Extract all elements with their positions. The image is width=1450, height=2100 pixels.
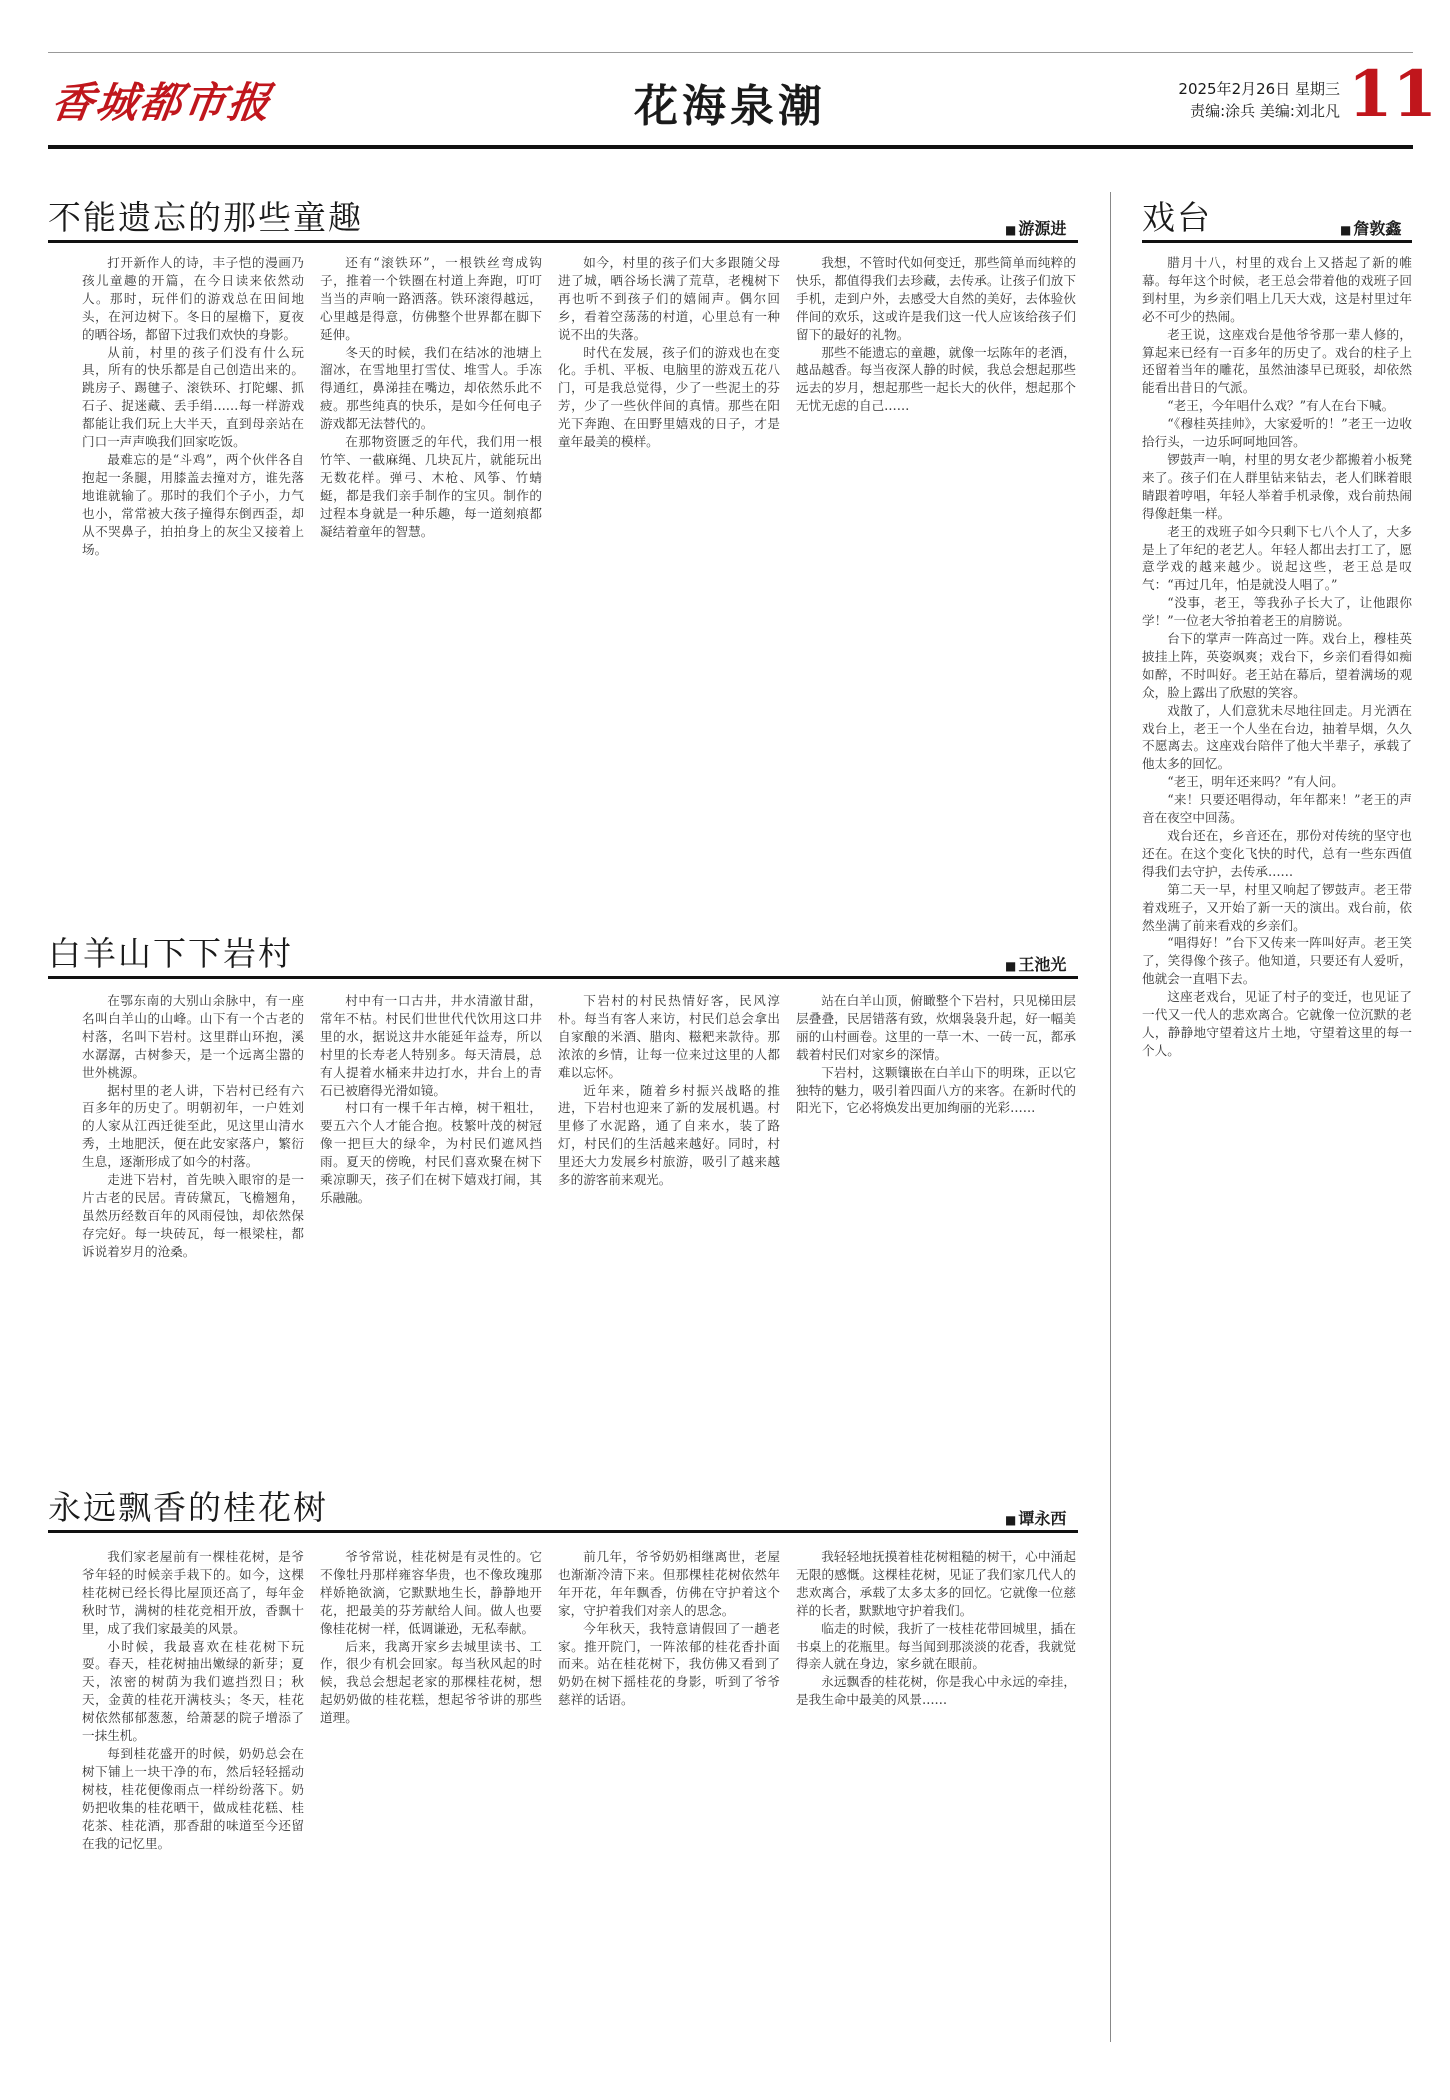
article-column <box>320 254 542 874</box>
paragraph: 打开新作人的诗，丰子恺的漫画乃孩儿童趣的开篇，在今日读来依然动人。那时，玩伴们的游戏总在田间地头，在河边树下。冬日的屋檐下，夏夜的晒谷场，都留下过我们欢快的身影。 <box>82 255 304 342</box>
paragraph: 村中有一口古井，井水清澈甘甜，常年不枯。村民们世世代代饮用这口井里的水，据说这井水能延年益寿，所以村里的长寿老人特别多。每天清晨，总有人提着水桶来井边打水，井台上的青石已被磨得光滑如镜。 <box>320 993 542 1098</box>
article-column <box>796 992 1076 1392</box>
article-column <box>320 992 542 1392</box>
paragraph: 戏台还在，乡音还在，那份对传统的坚守也还在。在这个变化飞快的时代，总有一些东西值得我们去守护，去传承…… <box>1142 828 1412 879</box>
article-title: 白羊山下下岩村 <box>48 934 293 973</box>
paragraph: 还有“滚铁环”，一根铁丝弯成钩子，推着一个铁圈在村道上奔跑，叮叮当当的声响一路洒落。铁环滚得越远，心里越是得意，仿佛整个世界都在脚下延伸。 <box>320 255 542 342</box>
paragraph: 临走的时候，我折了一枝桂花带回城里，插在书桌上的花瓶里。每当闻到那淡淡的花香，我就觉得亲人就在身边，家乡就在眼前。 <box>796 1620 1076 1672</box>
paragraph: 我想，不管时代如何变迁，那些简单而纯粹的快乐，都值得我们去珍藏，去传承。让孩子们放下手机，走到户外，去感受大自然的美好，去体验伙伴间的欢乐，这或许是我们这一代人应该给孩子们留下的最好的礼物。 <box>796 255 1076 342</box>
paragraph: 戏散了，人们意犹未尽地往回走。月光洒在戏台上，老王一个人坐在台边，抽着旱烟，久久不愿离去。这座戏台陪伴了他大半辈子，承载了他太多的回忆。 <box>1142 702 1412 772</box>
paragraph: 锣鼓声一响，村里的男女老少都搬着小板凳来了。孩子们在人群里钻来钻去，老人们眯着眼睛跟着哼唱，年轻人举着手机录像，戏台前热闹得像赶集一样。 <box>1142 451 1412 521</box>
paragraph: 我轻轻地抚摸着桂花树粗糙的树干，心中涌起无限的感慨。这棵桂花树，见证了我们家几代人的悲欢离合，承载了太多太多的回忆。它就像一位慈祥的长者，默默地守护着我们。 <box>796 1549 1076 1618</box>
top-hairline <box>48 52 1413 53</box>
article-byline: ■ 王池光 <box>1005 952 1066 975</box>
paragraph: “《穆桂英挂帅》，大家爱听的！”老王一边收拾行头，一边乐呵呵地回答。 <box>1142 416 1412 450</box>
newspaper-logo: 香城都市报 <box>48 78 276 127</box>
paragraph: 村口有一棵千年古樟，树干粗壮，要五六个人才能合抱。枝繁叶茂的树冠像一把巨大的绿伞，为村民们遮风挡雨。夏天的傍晚，村民们喜欢聚在树下乘凉聊天，孩子们在树下嬉戏打闹，其乐融融。 <box>320 1100 542 1205</box>
paragraph: 第二天一早，村里又响起了锣鼓声。老王带着戏班子，又开始了新一天的演出。戏台前，依然坐满了前来看戏的乡亲们。 <box>1142 881 1412 933</box>
issue-meta <box>1150 78 1340 122</box>
paragraph: 那些不能遗忘的童趣，就像一坛陈年的老酒，越品越香。每当夜深人静的时候，我总会想起那些远去的岁月，想起那些一起长大的伙伴，想起那个无忧无虑的自己…… <box>796 344 1076 414</box>
article-byline: ■ 谭永西 <box>1005 1506 1066 1529</box>
article-column <box>1142 254 1412 2044</box>
paragraph: “没事，老王，等我孙子长大了，让他跟你学！”一位老大爷拍着老王的肩膀说。 <box>1142 595 1412 629</box>
paragraph: 腊月十八，村里的戏台上又搭起了新的帷幕。每年这个时候，老王总会带着他的戏班子回到村里，为乡亲们唱上几天大戏，这是村里过年必不可少的热闹。 <box>1142 255 1412 324</box>
article-column <box>558 1548 780 2044</box>
article-rule <box>48 1530 1078 1533</box>
paragraph: 下岩村，这颗镶嵌在白羊山下的明珠，正以它独特的魅力，吸引着四面八方的来客。在新时代的阳光下，它必将焕发出更加绚丽的光彩…… <box>796 1064 1076 1116</box>
article-column <box>796 254 1076 874</box>
article-byline: ■ 游源进 <box>1005 216 1066 239</box>
paragraph: 最难忘的是“斗鸡”，两个伙伴各自抱起一条腿，用膝盖去撞对方，谁先落地谁就输了。那时的我们个子小，力气也小，常常被大孩子撞得东倒西歪，却从不哭鼻子，拍拍身上的灰尘又接着上场。 <box>82 451 304 557</box>
paragraph: 台下的掌声一阵高过一阵。戏台上，穆桂英披挂上阵，英姿飒爽；戏台下，乡亲们看得如痴如醉，不时叫好。老王站在幕后，望着满场的观众，脸上露出了欣慰的笑容。 <box>1142 631 1412 700</box>
paragraph: 在鄂东南的大别山余脉中，有一座名叫白羊山的山峰。山下有一个古老的村落，名叫下岩村。这里群山环抱，溪水潺潺，古树参天，是一个远离尘嚣的世外桃源。 <box>82 993 304 1080</box>
paragraph: “老王，今年唱什么戏？”有人在台下喊。 <box>1167 398 1395 414</box>
article-title: 永远飘香的桂花树 <box>48 1488 328 1527</box>
paragraph: 站在白羊山顶，俯瞰整个下岩村，只见梯田层层叠叠，民居错落有致，炊烟袅袅升起，好一幅美丽的山村画卷。这里的一草一木、一砖一瓦，都承载着村民们对家乡的深情。 <box>796 993 1076 1062</box>
article-column <box>558 992 780 1392</box>
article-title: 戏台 <box>1142 198 1212 237</box>
column-divider <box>1110 192 1111 2042</box>
article-column <box>558 254 780 874</box>
paragraph: 今年秋天，我特意请假回了一趟老家。推开院门，一阵浓郁的桂花香扑面而来。站在桂花树下，我仿佛又看到了奶奶在树下摇桂花的身影，听到了爷爷慈祥的话语。 <box>558 1620 780 1708</box>
paragraph: 爷爷常说，桂花树是有灵性的。它不像牡丹那样雍容华贵，也不像玫瑰那样娇艳欲滴，它默默地生长，静静地开花，把最美的芬芳献给人间。做人也要像桂花树一样，低调谦逊，无私奉献。 <box>320 1549 542 1636</box>
article-column <box>82 992 304 1392</box>
paragraph: 永远飘香的桂花树，你是我心中永远的牵挂，是我生命中最美的风景…… <box>796 1674 1076 1708</box>
paragraph: 前几年，爷爷奶奶相继离世，老屋也渐渐冷清下来。但那棵桂花树依然年年开花，年年飘香，仿佛在守护着这个家，守护着我们对亲人的思念。 <box>558 1549 780 1618</box>
paragraph: 据村里的老人讲，下岩村已经有六百多年的历史了。明朝初年，一户姓刘的人家从江西迁徙至此，见这里山清水秀，土地肥沃，便在此安家落户，繁衍生息，逐渐形成了如今的村落。 <box>82 1082 304 1170</box>
paragraph: 老王说，这座戏台是他爷爷那一辈人修的，算起来已经有一百多年的历史了。戏台的柱子上还留着当年的雕花，虽然油漆早已斑驳，却依然能看出昔日的气派。 <box>1142 326 1412 396</box>
article-column <box>796 1548 1076 2044</box>
page-number: 11 <box>1348 57 1438 132</box>
paragraph: 小时候，我最喜欢在桂花树下玩耍。春天，桂花树抽出嫩绿的新芽；夏天，浓密的树荫为我们遮挡烈日；秋天，金黄的桂花开满枝头；冬天，桂花树依然郁郁葱葱，给萧瑟的院子增添了一抹生机。 <box>82 1638 304 1744</box>
paragraph: “老王，明年还来吗？”有人问。 <box>1167 774 1344 790</box>
paragraph: “来！只要还唱得动，年年都来！”老王的声音在夜空中回荡。 <box>1142 792 1412 826</box>
masthead-rule <box>48 145 1413 149</box>
article-title: 不能遗忘的那些童趣 <box>48 198 363 237</box>
paragraph: 走进下岩村，首先映入眼帘的是一片古老的民居。青砖黛瓦，飞檐翘角，虽然历经数百年的风雨侵蚀，却依然保存完好。每一块砖瓦，每一根梁柱，都诉说着岁月的沧桑。 <box>82 1172 304 1259</box>
article-rule <box>48 240 1078 243</box>
paragraph: 近年来，随着乡村振兴战略的推进，下岩村也迎来了新的发展机遇。村里修了水泥路，通了自来水，装了路灯，村民们的生活越来越好。同时，村里还大力发展乡村旅游，吸引了越来越多的游客前来观光。 <box>558 1082 780 1188</box>
issue-date: 2025年2月26日 星期三 <box>1178 80 1340 98</box>
paragraph: 我们家老屋前有一棵桂花树，是爷爷年轻的时候亲手栽下的。如今，这棵桂花树已经长得比屋顶还高了，每年金秋时节，满树的桂花竞相开放，香飘十里，成了我们家最美的风景。 <box>82 1549 304 1636</box>
article-byline: ■ 詹敦鑫 <box>1340 216 1401 239</box>
paragraph: 这座老戏台，见证了村子的变迁，也见证了一代又一代人的悲欢离合。它就像一位沉默的老人，静静地守望着这片土地，守望着这里的每一个人。 <box>1142 989 1412 1058</box>
editor-credits: 责编:涂兵 美编:刘北凡 <box>1190 102 1340 120</box>
paragraph: 在那物资匮乏的年代，我们用一根竹竿、一截麻绳、几块瓦片，就能玩出无数花样。弹弓、木枪、风筝、竹蜻蜓，都是我们亲手制作的宝贝。制作的过程本身就是一种乐趣，每一道刻痕都凝结着童年的智慧。 <box>320 434 542 539</box>
article-rule <box>48 976 1078 979</box>
article-column <box>82 1548 304 2044</box>
paragraph: 冬天的时候，我们在结冰的池塘上溜冰，在雪地里打雪仗、堆雪人。手冻得通红，鼻涕挂在嘴边，却依然乐此不疲。那些纯真的快乐，是如今任何电子游戏都无法替代的。 <box>320 344 542 432</box>
paragraph: 如今，村里的孩子们大多跟随父母进了城，晒谷场长满了荒草，老槐树下再也听不到孩子们的嬉闹声。偶尔回乡，看着空荡荡的村道，心里总有一种说不出的失落。 <box>558 255 780 342</box>
section-title: 花海泉潮 <box>634 81 826 132</box>
article-rule <box>1142 240 1412 243</box>
paragraph: 每到桂花盛开的时候，奶奶总会在树下铺上一块干净的布，然后轻轻摇动树枝，桂花便像雨点一样纷纷落下。奶奶把收集的桂花晒干，做成桂花糕、桂花茶、桂花酒，那香甜的味道至今还留在我的记忆里。 <box>82 1745 304 1851</box>
paragraph: 老王的戏班子如今只剩下七八个人了，大多是上了年纪的老艺人。年轻人都出去打工了，愿意学戏的越来越少。说起这些，老王总是叹气：“再过几年，怕是就没人唱了。” <box>1142 523 1412 593</box>
paragraph: “唱得好！”台下又传来一阵叫好声。老王笑了，笑得像个孩子。他知道，只要还有人爱听，他就会一直唱下去。 <box>1142 935 1412 987</box>
article-column <box>320 1548 542 2044</box>
paragraph: 时代在发展，孩子们的游戏也在变化。手机、平板、电脑里的游戏五花八门，可是我总觉得，少了一些泥土的芬芳，少了一些伙伴间的真情。那些在阳光下奔跑、在田野里嬉戏的日子，才是童年最美的模样。 <box>558 344 780 450</box>
article-column <box>82 254 304 874</box>
paragraph: 从前，村里的孩子们没有什么玩具，所有的快乐都是自己创造出来的。跳房子、踢毽子、滚铁环、打陀螺、抓石子、捉迷藏、丢手绢……每一样游戏都能让我们玩上大半天，直到母亲站在门口一声声唤我们回家吃饭。 <box>82 344 304 450</box>
paragraph: 下岩村的村民热情好客，民风淳朴。每当有客人来访，村民们总会拿出自家酿的米酒、腊肉、糍粑来款待。那浓浓的乡情，让每一位来过这里的人都难以忘怀。 <box>558 993 780 1080</box>
paragraph: 后来，我离开家乡去城里读书、工作，很少有机会回家。每当秋风起的时候，我总会想起老家的那棵桂花树，想起奶奶做的桂花糕，想起爷爷讲的那些道理。 <box>320 1638 542 1726</box>
